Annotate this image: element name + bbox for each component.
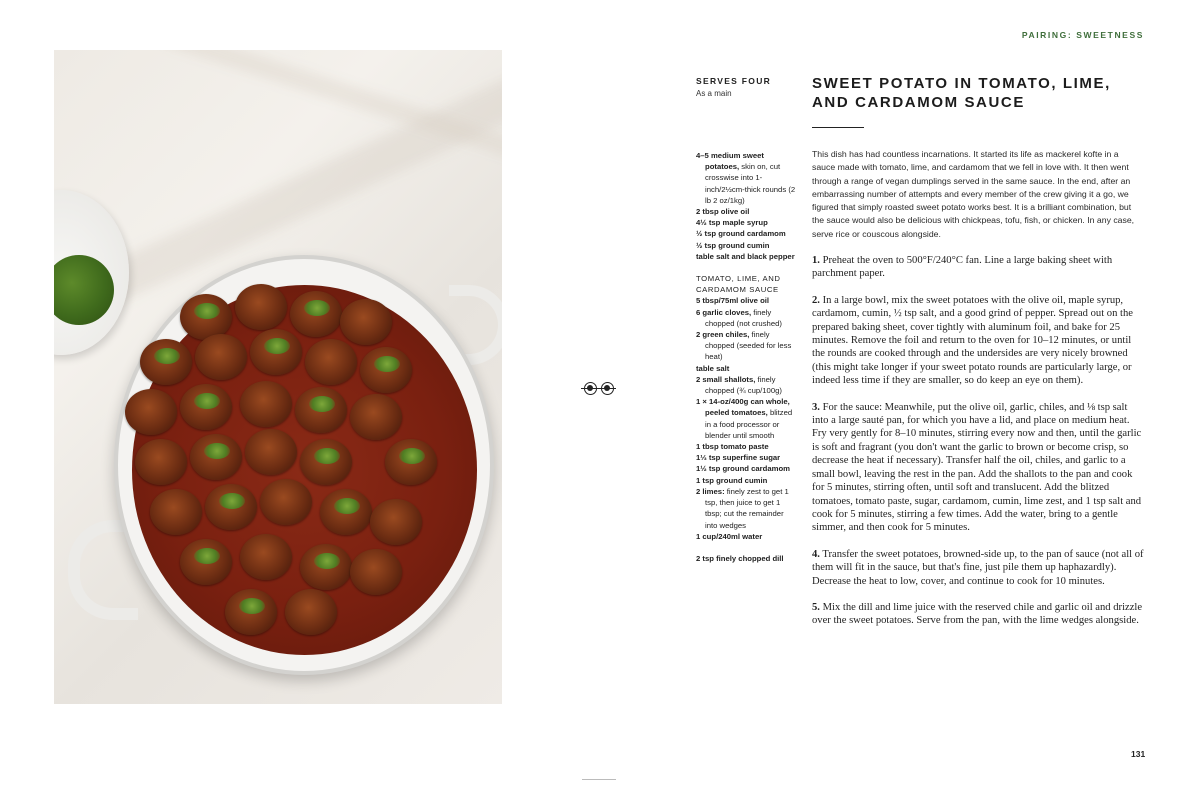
sweet-potato-round xyxy=(305,339,357,385)
ingredient-item: 6 garlic cloves, finely chopped (not crushed) xyxy=(696,307,782,328)
sweet-potato-round xyxy=(240,381,292,427)
method-step: 2. In a large bowl, mix the sweet potatoes with the olive oil, maple syrup, cardamom, cumin, ½ tsp salt, and a good grind of pepper. Spread out on the prepared baking sheet, cover tightly with aluminum foil, and bake for 25 minutes. Remove the foil and return to the oven for 10–12 minutes, or until the rounds are cooked through and the undersides are very nicely browned (this might take longer if your sweet potato rounds are particularly large, or indeed less time if they are smaller, so do keep an eye on them). xyxy=(812,294,1133,387)
herb-garnish xyxy=(334,498,360,514)
herb-garnish xyxy=(239,598,265,614)
ingredient-item: 4½ tsp maple syrup xyxy=(696,218,768,228)
sweet-potato-round xyxy=(240,534,292,580)
sweet-potato-round xyxy=(195,334,247,380)
herb-garnish xyxy=(374,356,400,372)
recipe-title: SWEET POTATO IN TOMATO, LIME, AND CARDAMOM SAUCE xyxy=(812,75,1111,111)
method-step: 4. Transfer the sweet potatoes, browned-side up, to the pan of sauce (not all of them will fit in the sauce, but that's fine, just pile them up haphazardly). Decrease the heat to low, cover, and continue to cook for 10 minutes. xyxy=(812,548,1144,587)
ingredient-item: 2 tsp finely chopped dill xyxy=(696,553,784,563)
method-step: 3. For the sauce: Meanwhile, put the olive oil, garlic, chiles, and ⅛ tsp salt into a large sauté pan, for which you have a lid, and place on medium heat. Fry very gently for 8–10 minutes, stirring every now and then, until the garlic is soft and fragrant (you don't want the garlic to brown or become crisp, so decrease the heat if necessary). Transfer half the oil, chiles, and garlic to a small bowl, leaving the rest in the pan. Add the shallots to the pan and cook for 5 minutes, stirring often, until soft and translucent. Add the blitzed tomatoes, tomato paste, sugar, cardamom, cumin, lime zest, and 1 tsp salt and cook for 5 minutes, stirring a few times. Add the water, bring to a gentle simmer, and then cook for 5 minutes. xyxy=(812,401,1142,534)
ingredient-item: 2 tbsp olive oil xyxy=(696,207,750,217)
section-label: PAIRING: SWEETNESS xyxy=(1021,30,1144,40)
serves-count: SERVES FOUR xyxy=(696,76,772,86)
ingredient-item: 1 cup/240ml water xyxy=(696,531,763,541)
ingredient-item: 2 limes: finely zest to get 1 tsp, then juice to get 1 tbsp; cut the remainder into wedges xyxy=(696,486,789,530)
ingredients-list xyxy=(696,150,796,564)
sweet-potato-round xyxy=(350,549,402,595)
sweet-potato-round xyxy=(350,394,402,440)
sweet-potato-round xyxy=(245,429,297,475)
registration-mark-icon xyxy=(584,382,597,395)
herb-garnish xyxy=(194,393,220,409)
method-step: 1. Preheat the oven to 500°F/240°C fan. Line a large baking sheet with parchment paper. xyxy=(812,255,1113,280)
fold-mark xyxy=(582,779,616,780)
ingredient-item: ½ tsp ground cumin xyxy=(696,240,770,250)
ingredient-item: 4–5 medium sweet potatoes, skin on, cut crosswise into 1-inch/2½cm-thick rounds (2 lb 2 oz/1kg) xyxy=(696,151,796,205)
main-ingredients xyxy=(696,150,796,262)
sweet-potato-round xyxy=(125,389,177,435)
herb-garnish xyxy=(204,443,230,459)
method-step: 5. Mix the dill and lime juice with the reserved chile and garlic oil and drizzle over the sweet potatoes. Serve from the pan, with the lime wedges alongside. xyxy=(812,601,1143,627)
ingredient-item: 2 small shallots, finely chopped (¾ cup/100g) xyxy=(696,374,782,396)
herb-oil xyxy=(54,255,114,325)
page-number: 131 xyxy=(1131,749,1146,759)
ingredient-item: 5 tbsp/75ml olive oil xyxy=(696,296,770,306)
herb-garnish xyxy=(314,448,340,464)
serves-block xyxy=(696,76,771,98)
recipe-intro: This dish has had countless incarnations. It started its life as mackerel kofte in a sauce made with tomato, lime, and cardamom that we fell in love with. It then went through a range of vegan dumplings served in the same sauce. In the end, after an embarrassing number of attempts and every member of the crew giving it a go, we figured that simply roasted sweet potato works best. It is a brilliant combination, but the sauce would also be delicious with chickpeas, tofu, fish, or chicken. In any case, serve rice or couscous alongside. xyxy=(812,149,1135,239)
sweet-potato-round xyxy=(285,589,337,635)
herb-bowl xyxy=(54,190,129,355)
sweet-potato-round xyxy=(260,479,312,525)
ingredient-item: table salt xyxy=(696,363,730,373)
ingredient-item: 1⅓ tsp superfine sugar xyxy=(696,453,781,463)
sweet-potato-round xyxy=(150,489,202,535)
herb-garnish xyxy=(194,303,220,319)
registration-mark-icon xyxy=(601,382,614,395)
herb-garnish xyxy=(399,448,425,464)
sweet-potato-round xyxy=(340,299,392,345)
method-steps xyxy=(812,254,1144,641)
ingredient-item: 1 tbsp tomato paste xyxy=(696,442,769,452)
sauce-ingredients xyxy=(696,295,796,541)
recipe-photo xyxy=(54,50,502,704)
herb-garnish xyxy=(154,348,180,364)
sweet-potato-round xyxy=(235,284,287,330)
ingredient-item: ½ tsp ground cardamom xyxy=(696,229,786,239)
sauce-heading: TOMATO, LIME, AND CARDAMOM SAUCE xyxy=(696,274,781,295)
herb-garnish xyxy=(219,493,245,509)
herb-garnish xyxy=(304,300,330,316)
serves-note: As a main xyxy=(696,89,732,98)
ingredient-item: 1½ tsp ground cardamom xyxy=(696,464,790,474)
herb-garnish xyxy=(314,553,340,569)
ingredient-item: 1 tsp ground cumin xyxy=(696,475,768,485)
ingredient-item: 1 × 14-oz/400g can whole, peeled tomatoes, blitzed in a food processor or blender until smooth xyxy=(696,397,793,440)
sweet-potato-round xyxy=(370,499,422,545)
herb-garnish xyxy=(264,338,290,354)
ingredient-item: 2 green chiles, finely chopped (seeded for less heat) xyxy=(696,330,792,362)
herb-garnish xyxy=(309,396,335,412)
herb-garnish xyxy=(194,548,220,564)
title-divider xyxy=(812,127,864,128)
sweet-potato-round xyxy=(135,439,187,485)
ingredient-item: table salt and black pepper xyxy=(696,251,795,261)
